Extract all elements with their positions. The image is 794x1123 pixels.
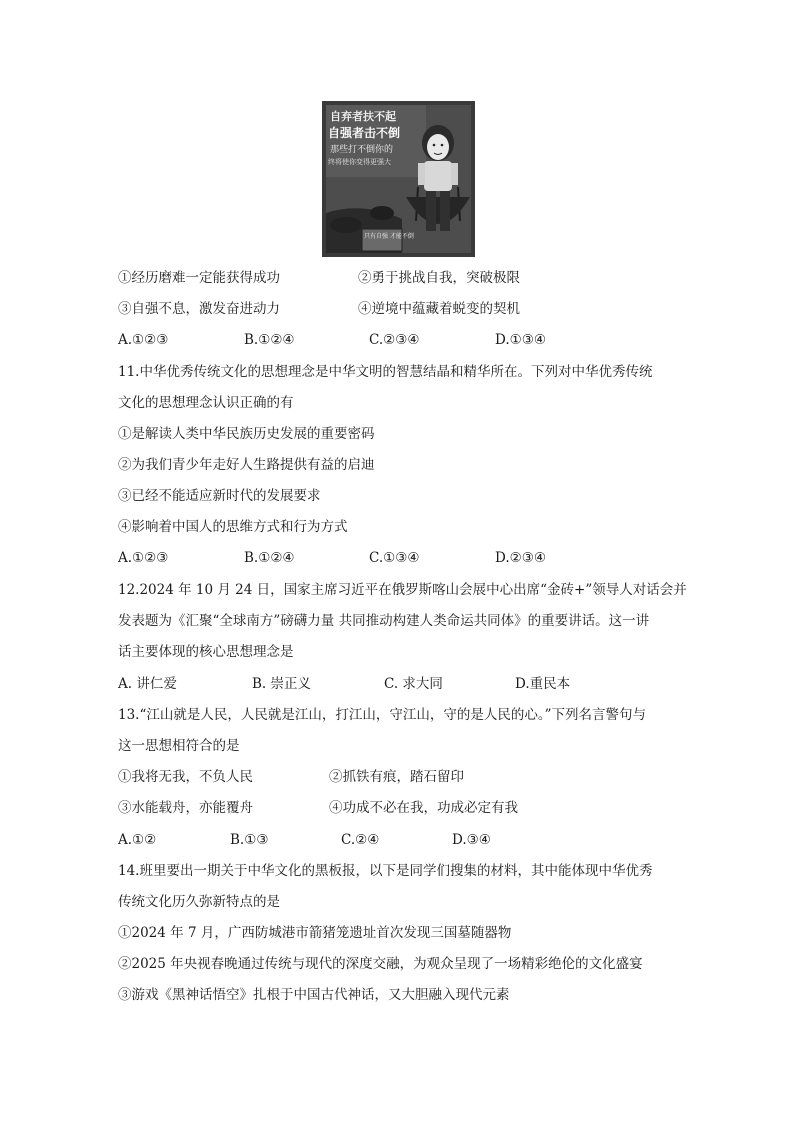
q14-stem-line-2: 传统文化历久弥新特点的是 [118,894,280,910]
q13-option-c: C.②④ [341,832,380,848]
q12-stem-line-2: 发表题为《汇聚“全球南方”磅礴力量 共同推动构建人类命运共同体》的重要讲话。这一讲 [118,613,650,629]
caption-line-4: 终将使你变得更强大 [328,158,391,166]
q13-stem-line-2: 这一思想相符合的是 [118,738,240,754]
q13-option-b: B.①③ [230,832,269,848]
q13-option-a: A.①② [118,832,157,848]
q10-option-b: B.①②④ [244,332,295,348]
q11-option-c: C.①③④ [369,550,420,566]
q12-stem-line-3: 话主要体现的核心思想理念是 [118,644,294,660]
q10-item-4: ④逆境中蕴藏着蜕变的契机 [358,301,520,317]
cartoon-illustration [322,101,475,257]
q14-item-2: ②2025 年央视春晚通过传统与现代的深度交融，为观众呈现了一场精彩绝伦的文化盛宴 [118,956,643,972]
q11-option-a: A.①②③ [118,550,169,566]
q10-item-3: ③自强不息，激发奋进动力 [118,301,280,317]
q14-stem-line-1: 14.班里要出一期关于中华文化的黑板报，以下是同学们搜集的材料，其中能体现中华优秀 [118,863,653,879]
q10-option-d: D.①③④ [495,332,546,348]
caption-line-3: 那些打不倒你的 [330,145,394,155]
q13-item-2: ②抓铁有痕，踏石留印 [329,769,464,785]
q12-option-d: D.重民本 [515,676,571,692]
q14-item-3: ③游戏《黑神话悟空》扎根于中国古代神话，又大胆融入现代元素 [118,987,510,1003]
q12-option-b: B. 崇正义 [252,676,312,692]
cartoon-figure [322,101,475,257]
q10-item-2: ②勇于挑战自我，突破极限 [358,270,520,286]
q12-option-c: C. 求大同 [384,676,443,692]
q11-stem-line-1: 11.中华优秀传统文化的思想理念是中华文明的智慧结晶和精华所在。下列对中华优秀传统 [118,364,653,380]
q11-item-2: ②为我们青少年走好人生路提供有益的启迪 [118,457,375,473]
q11-stem-line-2: 文化的思想理念认识正确的有 [118,395,294,411]
sign-text: 只有自强 才能不倒 [364,233,414,240]
q12-option-a: A. 讲仁爱 [118,676,177,692]
q14-item-1: ①2024 年 7 月，广西防城港市箭猪笼遗址首次发现三国墓随器物 [118,925,512,941]
q13-item-3: ③水能载舟，亦能覆舟 [118,800,253,816]
q11-item-3: ③已经不能适应新时代的发展要求 [118,488,321,504]
q13-item-1: ①我将无我，不负人民 [118,769,253,785]
q11-option-b: B.①②④ [244,550,295,566]
q10-option-a: A.①②③ [118,332,169,348]
q13-option-d: D.③④ [452,832,491,848]
q10-item-1: ①经历磨难一定能获得成功 [118,270,280,286]
q11-option-d: D.②③④ [495,550,546,566]
q12-stem-line-1: 12.2024 年 10 月 24 日，国家主席习近平在俄罗斯喀山会展中心出席“金砖+”领导人对话会并 [118,582,687,598]
q11-item-4: ④影响着中国人的思维方式和行为方式 [118,519,348,535]
caption-line-2: 自强者击不倒 [328,126,401,140]
q11-item-1: ①是解读人类中华民族历史发展的重要密码 [118,426,375,442]
caption-line-1: 自弃者扶不起 [330,110,396,123]
q10-option-c: C.②③④ [369,332,420,348]
q13-stem-line-1: 13.“江山就是人民，人民就是江山，打江山，守江山，守的是人民的心。”下列名言警句与 [118,707,647,723]
q13-item-4: ④功成不必在我，功成必定有我 [329,800,518,816]
